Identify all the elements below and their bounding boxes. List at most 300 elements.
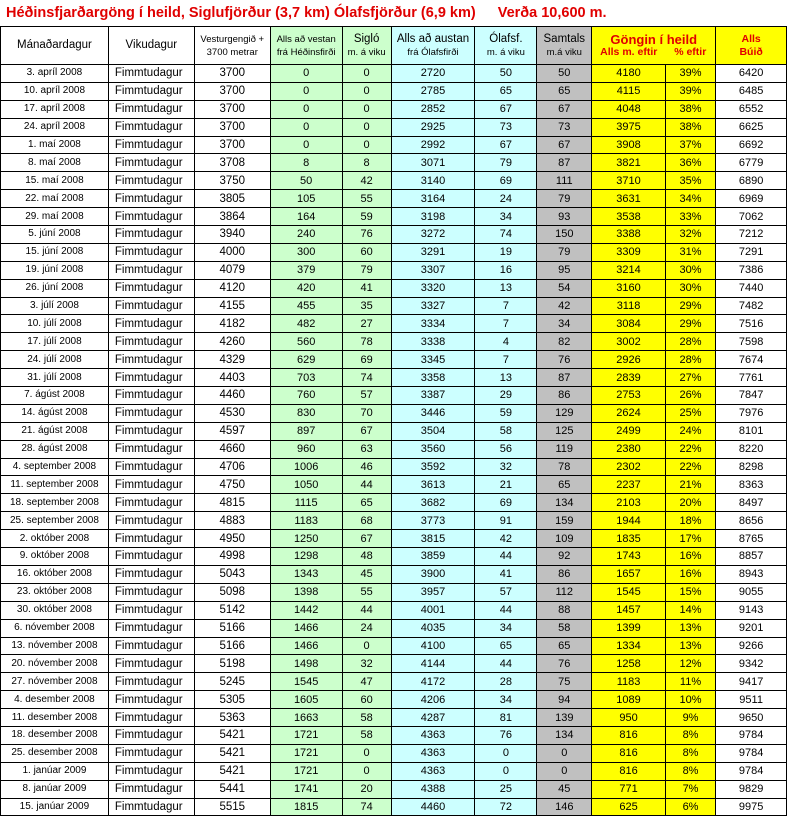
cell-vesturgengid[interactable]: 3708 [194,154,270,172]
cell-alls-austan[interactable]: 3345 [391,351,475,369]
cell-date[interactable]: 17. apríl 2008 [1,100,109,118]
cell-weekday[interactable]: Fimmtudagur [108,476,194,494]
cell-olafsf[interactable]: 44 [475,601,537,619]
cell-alls-vestan[interactable]: 629 [270,351,342,369]
cell-alls-eftir[interactable]: 3631 [592,190,666,208]
cell-vesturgengid[interactable]: 4815 [194,494,270,512]
cell-samtals[interactable]: 65 [537,476,592,494]
cell-olafsf[interactable]: 34 [475,691,537,709]
cell-alls-eftir[interactable]: 625 [592,798,666,816]
cell-weekday[interactable]: Fimmtudagur [108,780,194,798]
cell-alls-eftir[interactable]: 2103 [592,494,666,512]
cell-samtals[interactable]: 67 [537,136,592,154]
cell-alls-eftir[interactable]: 2624 [592,404,666,422]
cell-olafsf[interactable]: 74 [475,226,537,244]
cell-vesturgengid[interactable]: 3700 [194,100,270,118]
cell-alls-austan[interactable]: 2852 [391,100,475,118]
cell-alls-austan[interactable]: 3613 [391,476,475,494]
cell-alls-austan[interactable]: 4460 [391,798,475,816]
cell-samtals[interactable]: 95 [537,261,592,279]
cell-samtals[interactable]: 76 [537,351,592,369]
cell-alls-buid[interactable]: 7761 [716,369,787,387]
cell-alls-buid[interactable]: 7291 [716,243,787,261]
cell-samtals[interactable]: 75 [537,673,592,691]
cell-samtals[interactable]: 65 [537,82,592,100]
cell-weekday[interactable]: Fimmtudagur [108,548,194,566]
cell-alls-eftir[interactable]: 1743 [592,548,666,566]
cell-date[interactable]: 15. janúar 2009 [1,798,109,816]
cell-weekday[interactable]: Fimmtudagur [108,744,194,762]
cell-vesturgengid[interactable]: 3864 [194,208,270,226]
cell-olafsf[interactable]: 50 [475,65,537,83]
cell-alls-vestan[interactable]: 164 [270,208,342,226]
cell-alls-eftir[interactable]: 816 [592,762,666,780]
cell-olafsf[interactable]: 65 [475,82,537,100]
cell-weekday[interactable]: Fimmtudagur [108,601,194,619]
cell-olafsf[interactable]: 44 [475,655,537,673]
cell-alls-vestan[interactable]: 482 [270,315,342,333]
cell-alls-vestan[interactable]: 50 [270,172,342,190]
cell-date[interactable]: 4. september 2008 [1,458,109,476]
cell-samtals[interactable]: 134 [537,494,592,512]
cell-alls-buid[interactable]: 9784 [716,744,787,762]
cell-olafsf[interactable]: 24 [475,190,537,208]
cell-alls-buid[interactable]: 9201 [716,619,787,637]
cell-siglo[interactable]: 76 [342,226,391,244]
cell-samtals[interactable]: 54 [537,279,592,297]
cell-date[interactable]: 1. maí 2008 [1,136,109,154]
cell-alls-buid[interactable]: 8765 [716,530,787,548]
cell-weekday[interactable]: Fimmtudagur [108,530,194,548]
cell-vesturgengid[interactable]: 4079 [194,261,270,279]
cell-pct-eftir[interactable]: 27% [665,369,715,387]
cell-vesturgengid[interactable]: 5142 [194,601,270,619]
cell-pct-eftir[interactable]: 31% [665,243,715,261]
cell-alls-eftir[interactable]: 2302 [592,458,666,476]
cell-date[interactable]: 8. janúar 2009 [1,780,109,798]
cell-vesturgengid[interactable]: 4597 [194,422,270,440]
cell-alls-buid[interactable]: 6692 [716,136,787,154]
cell-alls-vestan[interactable]: 1398 [270,583,342,601]
cell-vesturgengid[interactable]: 4260 [194,333,270,351]
cell-siglo[interactable]: 0 [342,100,391,118]
cell-pct-eftir[interactable]: 34% [665,190,715,208]
cell-alls-austan[interactable]: 2785 [391,82,475,100]
cell-date[interactable]: 28. ágúst 2008 [1,440,109,458]
cell-alls-vestan[interactable]: 1741 [270,780,342,798]
cell-siglo[interactable]: 55 [342,190,391,208]
cell-alls-buid[interactable]: 8497 [716,494,787,512]
cell-vesturgengid[interactable]: 4950 [194,530,270,548]
cell-siglo[interactable]: 0 [342,65,391,83]
cell-alls-eftir[interactable]: 3710 [592,172,666,190]
cell-olafsf[interactable]: 65 [475,637,537,655]
cell-alls-buid[interactable]: 8656 [716,512,787,530]
cell-alls-eftir[interactable]: 1457 [592,601,666,619]
cell-alls-eftir[interactable]: 950 [592,709,666,727]
cell-alls-vestan[interactable]: 1006 [270,458,342,476]
header-alls-vestan[interactable]: Alls að vestan frá Héðinsfirði [270,27,342,65]
cell-alls-eftir[interactable]: 816 [592,726,666,744]
cell-pct-eftir[interactable]: 35% [665,172,715,190]
cell-alls-vestan[interactable]: 8 [270,154,342,172]
cell-siglo[interactable]: 44 [342,476,391,494]
cell-samtals[interactable]: 79 [537,243,592,261]
cell-alls-eftir[interactable]: 1334 [592,637,666,655]
cell-vesturgengid[interactable]: 5305 [194,691,270,709]
cell-alls-vestan[interactable]: 1721 [270,762,342,780]
cell-vesturgengid[interactable]: 4660 [194,440,270,458]
cell-vesturgengid[interactable]: 5421 [194,744,270,762]
cell-alls-austan[interactable]: 3338 [391,333,475,351]
cell-weekday[interactable]: Fimmtudagur [108,458,194,476]
cell-olafsf[interactable]: 13 [475,369,537,387]
cell-alls-eftir[interactable]: 4180 [592,65,666,83]
cell-weekday[interactable]: Fimmtudagur [108,279,194,297]
cell-alls-eftir[interactable]: 2839 [592,369,666,387]
cell-alls-vestan[interactable]: 1442 [270,601,342,619]
cell-alls-buid[interactable]: 9055 [716,583,787,601]
cell-samtals[interactable]: 79 [537,190,592,208]
cell-alls-eftir[interactable]: 3160 [592,279,666,297]
cell-alls-eftir[interactable]: 1089 [592,691,666,709]
cell-alls-vestan[interactable]: 0 [270,65,342,83]
cell-siglo[interactable]: 27 [342,315,391,333]
cell-alls-eftir[interactable]: 1183 [592,673,666,691]
cell-vesturgengid[interactable]: 5441 [194,780,270,798]
cell-weekday[interactable]: Fimmtudagur [108,297,194,315]
cell-weekday[interactable]: Fimmtudagur [108,655,194,673]
cell-vesturgengid[interactable]: 4329 [194,351,270,369]
cell-siglo[interactable]: 59 [342,208,391,226]
cell-alls-buid[interactable]: 6625 [716,118,787,136]
cell-alls-austan[interactable]: 3071 [391,154,475,172]
cell-alls-buid[interactable]: 6890 [716,172,787,190]
cell-olafsf[interactable]: 42 [475,530,537,548]
cell-alls-eftir[interactable]: 3821 [592,154,666,172]
cell-alls-eftir[interactable]: 4048 [592,100,666,118]
cell-samtals[interactable]: 0 [537,762,592,780]
cell-date[interactable]: 5. júní 2008 [1,226,109,244]
cell-alls-vestan[interactable]: 1721 [270,726,342,744]
cell-siglo[interactable]: 8 [342,154,391,172]
cell-olafsf[interactable]: 7 [475,297,537,315]
cell-pct-eftir[interactable]: 16% [665,565,715,583]
cell-samtals[interactable]: 76 [537,655,592,673]
cell-pct-eftir[interactable]: 22% [665,440,715,458]
cell-pct-eftir[interactable]: 15% [665,583,715,601]
cell-alls-austan[interactable]: 3859 [391,548,475,566]
cell-pct-eftir[interactable]: 8% [665,762,715,780]
cell-siglo[interactable]: 60 [342,243,391,261]
cell-olafsf[interactable]: 28 [475,673,537,691]
cell-date[interactable]: 13. nóvember 2008 [1,637,109,655]
cell-samtals[interactable]: 146 [537,798,592,816]
cell-olafsf[interactable]: 13 [475,279,537,297]
cell-samtals[interactable]: 67 [537,100,592,118]
cell-alls-vestan[interactable]: 560 [270,333,342,351]
cell-pct-eftir[interactable]: 20% [665,494,715,512]
cell-alls-austan[interactable]: 4100 [391,637,475,655]
cell-vesturgengid[interactable]: 3700 [194,65,270,83]
cell-weekday[interactable]: Fimmtudagur [108,100,194,118]
cell-pct-eftir[interactable]: 29% [665,315,715,333]
cell-alls-austan[interactable]: 3291 [391,243,475,261]
cell-date[interactable]: 18. desember 2008 [1,726,109,744]
cell-weekday[interactable]: Fimmtudagur [108,261,194,279]
cell-alls-eftir[interactable]: 1944 [592,512,666,530]
cell-date[interactable]: 26. júní 2008 [1,279,109,297]
header-samtals[interactable]: Samtals m.á viku [537,27,592,65]
cell-alls-buid[interactable]: 9143 [716,601,787,619]
cell-alls-austan[interactable]: 3272 [391,226,475,244]
cell-samtals[interactable]: 119 [537,440,592,458]
cell-samtals[interactable]: 111 [537,172,592,190]
cell-vesturgengid[interactable]: 3700 [194,118,270,136]
cell-alls-eftir[interactable]: 3975 [592,118,666,136]
cell-date[interactable]: 3. apríl 2008 [1,65,109,83]
cell-alls-austan[interactable]: 3198 [391,208,475,226]
cell-olafsf[interactable]: 69 [475,494,537,512]
cell-samtals[interactable]: 86 [537,387,592,405]
cell-alls-vestan[interactable]: 1250 [270,530,342,548]
cell-date[interactable]: 21. ágúst 2008 [1,422,109,440]
cell-siglo[interactable]: 44 [342,601,391,619]
cell-alls-vestan[interactable]: 1466 [270,619,342,637]
cell-samtals[interactable]: 109 [537,530,592,548]
cell-samtals[interactable]: 92 [537,548,592,566]
cell-date[interactable]: 27. nóvember 2008 [1,673,109,691]
cell-alls-buid[interactable]: 9784 [716,726,787,744]
cell-alls-austan[interactable]: 3446 [391,404,475,422]
cell-alls-austan[interactable]: 3560 [391,440,475,458]
cell-samtals[interactable]: 45 [537,780,592,798]
cell-alls-austan[interactable]: 3900 [391,565,475,583]
cell-alls-eftir[interactable]: 3002 [592,333,666,351]
cell-alls-vestan[interactable]: 0 [270,118,342,136]
cell-alls-austan[interactable]: 2992 [391,136,475,154]
cell-pct-eftir[interactable]: 30% [665,261,715,279]
cell-siglo[interactable]: 67 [342,422,391,440]
cell-date[interactable]: 1. janúar 2009 [1,762,109,780]
cell-alls-vestan[interactable]: 379 [270,261,342,279]
cell-olafsf[interactable]: 4 [475,333,537,351]
cell-alls-austan[interactable]: 3358 [391,369,475,387]
cell-siglo[interactable]: 63 [342,440,391,458]
cell-alls-buid[interactable]: 9266 [716,637,787,655]
cell-alls-eftir[interactable]: 2499 [592,422,666,440]
cell-samtals[interactable]: 65 [537,637,592,655]
cell-date[interactable]: 20. nóvember 2008 [1,655,109,673]
cell-olafsf[interactable]: 29 [475,387,537,405]
cell-vesturgengid[interactable]: 5043 [194,565,270,583]
cell-alls-vestan[interactable]: 703 [270,369,342,387]
cell-olafsf[interactable]: 32 [475,458,537,476]
cell-alls-vestan[interactable]: 1298 [270,548,342,566]
cell-alls-austan[interactable]: 4388 [391,780,475,798]
cell-vesturgengid[interactable]: 4182 [194,315,270,333]
cell-samtals[interactable]: 87 [537,154,592,172]
cell-alls-austan[interactable]: 3592 [391,458,475,476]
cell-alls-buid[interactable]: 8220 [716,440,787,458]
cell-weekday[interactable]: Fimmtudagur [108,440,194,458]
cell-date[interactable]: 30. október 2008 [1,601,109,619]
cell-weekday[interactable]: Fimmtudagur [108,387,194,405]
cell-pct-eftir[interactable]: 12% [665,655,715,673]
cell-alls-buid[interactable]: 9650 [716,709,787,727]
cell-olafsf[interactable]: 7 [475,315,537,333]
cell-alls-buid[interactable]: 7482 [716,297,787,315]
cell-weekday[interactable]: Fimmtudagur [108,637,194,655]
cell-vesturgengid[interactable]: 4403 [194,369,270,387]
cell-date[interactable]: 11. desember 2008 [1,709,109,727]
cell-alls-austan[interactable]: 4363 [391,726,475,744]
cell-pct-eftir[interactable]: 38% [665,100,715,118]
cell-pct-eftir[interactable]: 24% [665,422,715,440]
cell-alls-austan[interactable]: 2720 [391,65,475,83]
cell-alls-eftir[interactable]: 4115 [592,82,666,100]
cell-alls-buid[interactable]: 8363 [716,476,787,494]
cell-alls-buid[interactable]: 9342 [716,655,787,673]
cell-pct-eftir[interactable]: 13% [665,637,715,655]
cell-siglo[interactable]: 47 [342,673,391,691]
cell-weekday[interactable]: Fimmtudagur [108,798,194,816]
cell-alls-austan[interactable]: 3327 [391,297,475,315]
cell-vesturgengid[interactable]: 4460 [194,387,270,405]
cell-alls-buid[interactable]: 6779 [716,154,787,172]
cell-alls-buid[interactable]: 8943 [716,565,787,583]
cell-olafsf[interactable]: 7 [475,351,537,369]
cell-weekday[interactable]: Fimmtudagur [108,136,194,154]
cell-pct-eftir[interactable]: 26% [665,387,715,405]
cell-alls-buid[interactable]: 6420 [716,65,787,83]
cell-date[interactable]: 24. júlí 2008 [1,351,109,369]
cell-vesturgengid[interactable]: 4998 [194,548,270,566]
cell-vesturgengid[interactable]: 4155 [194,297,270,315]
cell-alls-eftir[interactable]: 1399 [592,619,666,637]
cell-alls-buid[interactable]: 9417 [716,673,787,691]
cell-vesturgengid[interactable]: 5198 [194,655,270,673]
cell-olafsf[interactable]: 67 [475,136,537,154]
cell-weekday[interactable]: Fimmtudagur [108,709,194,727]
title-main[interactable]: Héðinsfjarðargöng í heild, Siglufjörður (3,7 km) Ólafsfjörður (6,9 km) [6,5,476,21]
cell-siglo[interactable]: 58 [342,709,391,727]
cell-olafsf[interactable]: 73 [475,118,537,136]
cell-vesturgengid[interactable]: 3750 [194,172,270,190]
cell-alls-vestan[interactable]: 830 [270,404,342,422]
cell-siglo[interactable]: 55 [342,583,391,601]
cell-siglo[interactable]: 67 [342,530,391,548]
cell-alls-buid[interactable]: 6969 [716,190,787,208]
cell-alls-austan[interactable]: 3140 [391,172,475,190]
cell-weekday[interactable]: Fimmtudagur [108,172,194,190]
cell-date[interactable]: 22. maí 2008 [1,190,109,208]
cell-siglo[interactable]: 0 [342,744,391,762]
cell-date[interactable]: 16. október 2008 [1,565,109,583]
cell-samtals[interactable]: 94 [537,691,592,709]
cell-olafsf[interactable]: 59 [475,404,537,422]
cell-date[interactable]: 8. maí 2008 [1,154,109,172]
cell-olafsf[interactable]: 19 [475,243,537,261]
cell-vesturgengid[interactable]: 4120 [194,279,270,297]
cell-siglo[interactable]: 74 [342,798,391,816]
cell-samtals[interactable]: 93 [537,208,592,226]
cell-alls-austan[interactable]: 3682 [391,494,475,512]
cell-siglo[interactable]: 65 [342,494,391,512]
cell-samtals[interactable]: 159 [537,512,592,530]
cell-weekday[interactable]: Fimmtudagur [108,673,194,691]
cell-alls-vestan[interactable]: 1721 [270,744,342,762]
cell-olafsf[interactable]: 44 [475,548,537,566]
header-manadardagur[interactable]: Mánaðardagur [1,27,109,65]
cell-vesturgengid[interactable]: 5363 [194,709,270,727]
cell-date[interactable]: 4. desember 2008 [1,691,109,709]
cell-alls-austan[interactable]: 4001 [391,601,475,619]
cell-pct-eftir[interactable]: 37% [665,136,715,154]
cell-vesturgengid[interactable]: 5515 [194,798,270,816]
cell-olafsf[interactable]: 16 [475,261,537,279]
cell-samtals[interactable]: 134 [537,726,592,744]
cell-siglo[interactable]: 74 [342,369,391,387]
cell-alls-austan[interactable]: 4144 [391,655,475,673]
cell-siglo[interactable]: 42 [342,172,391,190]
cell-vesturgengid[interactable]: 4706 [194,458,270,476]
cell-samtals[interactable]: 34 [537,315,592,333]
cell-alls-austan[interactable]: 4035 [391,619,475,637]
cell-pct-eftir[interactable]: 25% [665,404,715,422]
cell-alls-eftir[interactable]: 3388 [592,226,666,244]
cell-alls-vestan[interactable]: 1115 [270,494,342,512]
cell-date[interactable]: 15. júní 2008 [1,243,109,261]
cell-alls-vestan[interactable]: 455 [270,297,342,315]
cell-pct-eftir[interactable]: 14% [665,601,715,619]
cell-pct-eftir[interactable]: 29% [665,297,715,315]
cell-siglo[interactable]: 24 [342,619,391,637]
cell-alls-vestan[interactable]: 0 [270,136,342,154]
cell-date[interactable]: 18. september 2008 [1,494,109,512]
cell-samtals[interactable]: 88 [537,601,592,619]
cell-samtals[interactable]: 78 [537,458,592,476]
cell-samtals[interactable]: 112 [537,583,592,601]
cell-alls-austan[interactable]: 4172 [391,673,475,691]
cell-pct-eftir[interactable]: 18% [665,512,715,530]
cell-weekday[interactable]: Fimmtudagur [108,512,194,530]
cell-olafsf[interactable]: 34 [475,208,537,226]
cell-alls-eftir[interactable]: 2926 [592,351,666,369]
cell-olafsf[interactable]: 57 [475,583,537,601]
cell-alls-buid[interactable]: 7674 [716,351,787,369]
cell-alls-eftir[interactable]: 2237 [592,476,666,494]
cell-alls-vestan[interactable]: 1815 [270,798,342,816]
cell-pct-eftir[interactable]: 9% [665,709,715,727]
cell-olafsf[interactable]: 41 [475,565,537,583]
cell-samtals[interactable]: 150 [537,226,592,244]
cell-alls-eftir[interactable]: 3538 [592,208,666,226]
cell-siglo[interactable]: 48 [342,548,391,566]
cell-date[interactable]: 15. maí 2008 [1,172,109,190]
cell-date[interactable]: 25. desember 2008 [1,744,109,762]
cell-pct-eftir[interactable]: 8% [665,726,715,744]
cell-vesturgengid[interactable]: 3940 [194,226,270,244]
cell-pct-eftir[interactable]: 10% [665,691,715,709]
cell-pct-eftir[interactable]: 22% [665,458,715,476]
cell-weekday[interactable]: Fimmtudagur [108,565,194,583]
cell-alls-vestan[interactable]: 105 [270,190,342,208]
cell-date[interactable]: 10. apríl 2008 [1,82,109,100]
cell-olafsf[interactable]: 69 [475,172,537,190]
cell-samtals[interactable]: 42 [537,297,592,315]
cell-alls-vestan[interactable]: 0 [270,82,342,100]
